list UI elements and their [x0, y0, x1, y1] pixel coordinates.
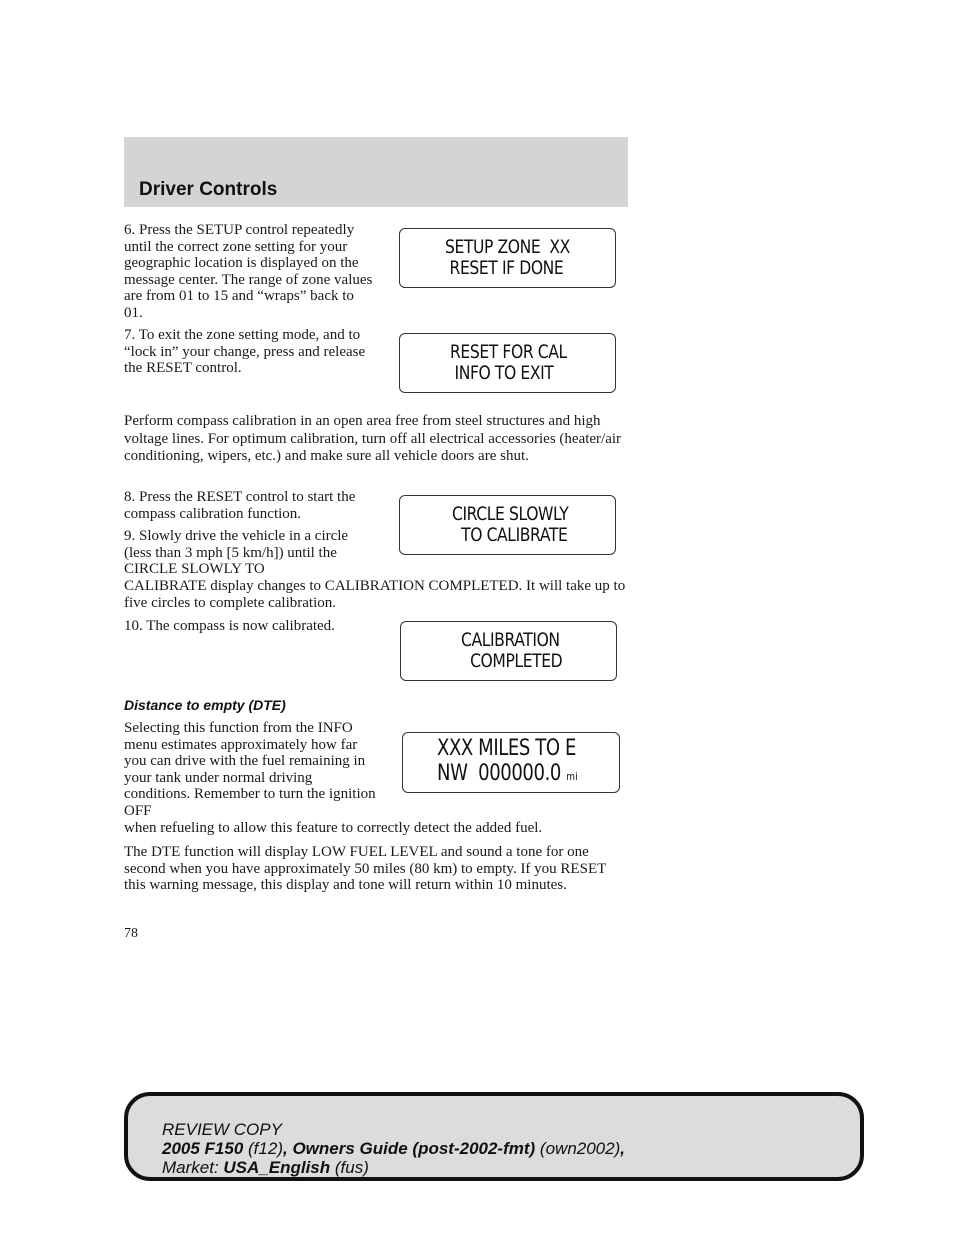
- section-header: [124, 137, 628, 207]
- display-line-1: RESET FOR CAL: [450, 341, 567, 363]
- separator: ,: [282, 1139, 293, 1158]
- circle-slowly-display: [399, 495, 616, 555]
- display-line-1: XXX MILES TO E: [437, 736, 576, 761]
- market-name: USA_English: [223, 1158, 331, 1177]
- reset-for-cal-display: [399, 333, 616, 393]
- dte-paragraph-2: The DTE function will display LOW FUEL LEVEL and sound a tone for one second when you have approximately 50 miles (80 km) to empty. If you RESET this warning message, this display and tone will return within 10 minutes.: [124, 844, 606, 894]
- market-line: [162, 1158, 625, 1177]
- display-line-2: INFO TO EXIT: [450, 362, 554, 384]
- dte-paragraph-1-part1: Selecting this function from the INFO menu estimates approximately how far you can drive with the fuel remaining in your tank under normal driving conditions. Remember to turn the ignition OFF: [124, 720, 376, 819]
- model-name: 2005 F150: [162, 1139, 244, 1158]
- step-6-text: 6. Press the SETUP control repeatedly until the correct zone setting for your geographic location is displayed on the message center. The range of zone values are from 01 to 15 and “wraps” back to 01.: [124, 222, 373, 321]
- dte-display: [402, 732, 620, 793]
- step-8-text: 8. Press the RESET control to start the compass calibration function.: [124, 489, 356, 522]
- display-line-1: SETUP ZONE XX: [445, 236, 570, 258]
- display-line-2: TO CALIBRATE: [452, 524, 568, 546]
- display-line-1: CIRCLE SLOWLY: [452, 503, 569, 525]
- display-line-1: CALIBRATION: [461, 629, 560, 651]
- calibration-intro-text: Perform compass calibration in an open area free from steel structures and high voltage lines. For optimum calibration, turn off all electrical accessories (heater/air conditioning, wipers, etc.) and make sure all vehicle doors are shut.: [124, 413, 622, 465]
- step-10-text: 10. The compass is now calibrated.: [124, 618, 335, 634]
- calibration-completed-display: [400, 621, 617, 681]
- guide-code: (own2002): [535, 1139, 621, 1158]
- dte-unit: mi: [566, 770, 578, 783]
- step-9-text-part2: CALIBRATE display changes to CALIBRATION COMPLETED. It will take up to five circles to complete calibration.: [124, 578, 626, 611]
- display-line-2: COMPLETED: [461, 650, 563, 672]
- review-footer: [124, 1092, 864, 1181]
- market-code: (fus): [330, 1158, 369, 1177]
- guide-name: Owners Guide (post-2002-fmt): [292, 1139, 536, 1158]
- model-code: (f12): [243, 1139, 283, 1158]
- setup-zone-display: [399, 228, 616, 288]
- step-9-text-part1: 9. Slowly drive the vehicle in a circle (less than 3 mph [5 km/h]) until the CIRCLE SLOWLY TO: [124, 528, 349, 578]
- section-title: Driver Controls: [139, 179, 278, 200]
- page-number: 78: [124, 926, 138, 941]
- dte-value: NW 000000.0: [437, 761, 561, 786]
- market-label: Market:: [162, 1158, 224, 1177]
- step-7-text: 7. To exit the zone setting mode, and to “lock in” your change, press and release the RESET control.: [124, 327, 366, 377]
- display-line-2: [437, 761, 586, 789]
- display-line-2: RESET IF DONE: [445, 257, 564, 279]
- dte-paragraph-1-part2: when refueling to allow this feature to correctly detect the added fuel.: [124, 820, 543, 836]
- document-info-line: [162, 1139, 625, 1158]
- separator: ,: [620, 1139, 625, 1158]
- review-copy-label: REVIEW COPY: [162, 1120, 282, 1139]
- dte-heading: Distance to empty (DTE): [124, 697, 286, 713]
